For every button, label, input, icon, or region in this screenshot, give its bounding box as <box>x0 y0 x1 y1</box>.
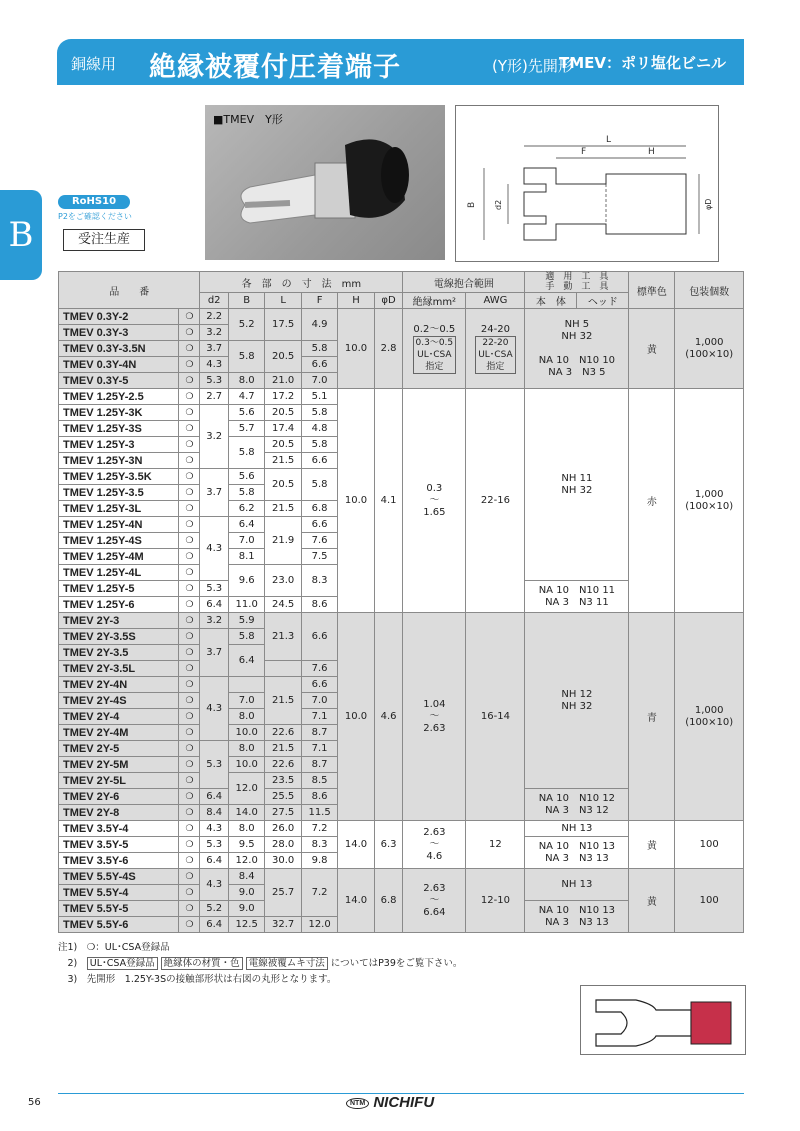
table-cell <box>265 661 301 677</box>
table-cell: 23.5 <box>265 773 301 789</box>
table-cell: 28.0 <box>265 837 301 853</box>
table-cell: 2.2 <box>200 309 229 325</box>
table-cell: 17.4 <box>265 421 301 437</box>
table-cell: TMEV 5.5Y-5 <box>59 901 179 917</box>
table-cell: 6.6 <box>301 677 337 693</box>
table-cell: 3.7 <box>200 629 229 677</box>
table-cell: ❍ <box>179 693 200 709</box>
col-F: F <box>301 293 337 309</box>
col-d2: d2 <box>200 293 229 309</box>
table-cell: 10.0 <box>338 389 374 613</box>
table-cell: 8.0 <box>228 373 264 389</box>
dim-phiD: φD <box>704 198 713 210</box>
table-cell: 4.3 <box>200 821 229 837</box>
table-cell: 21.5 <box>265 677 301 725</box>
table-cell: 20.5 <box>265 405 301 421</box>
table-cell: 1,000 (100×10) <box>675 389 744 613</box>
table-cell: 16-14 <box>466 613 525 821</box>
table-cell: ❍ <box>179 789 200 805</box>
table-cell: ❍ <box>179 741 200 757</box>
table-cell: 8.5 <box>301 773 337 789</box>
table-cell: 21.3 <box>265 613 301 661</box>
header-pack: 包装個数 <box>675 272 744 309</box>
table-cell: 5.1 <box>301 389 337 405</box>
table-cell: 6.4 <box>228 517 264 533</box>
table-cell: 10.0 <box>338 309 374 389</box>
table-cell: TMEV 1.25Y-3 <box>59 437 179 453</box>
table-cell: ❍ <box>179 341 200 357</box>
table-cell: ❍ <box>179 917 200 933</box>
table-cell: ❍ <box>179 325 200 341</box>
rohs-note: P2をご確認ください <box>58 212 132 221</box>
table-cell: 5.8 <box>301 405 337 421</box>
col-mm2: 絶縁mm² <box>403 293 466 309</box>
table-cell: 4.1 <box>374 389 403 613</box>
page-header <box>57 39 744 85</box>
table-cell: 6.4 <box>200 597 229 613</box>
table-cell: TMEV 5.5Y-4S <box>59 869 179 885</box>
table-cell: 3.2 <box>200 405 229 469</box>
table-cell: TMEV 2Y-4N <box>59 677 179 693</box>
table-cell: ❍ <box>179 309 200 325</box>
table-cell: 14.0 <box>338 821 374 869</box>
table-cell: 7.2 <box>301 869 337 917</box>
table-cell: 6.6 <box>301 357 337 373</box>
table-cell: NH 13 <box>525 821 629 837</box>
dim-F: F <box>581 147 587 157</box>
table-cell: 22.6 <box>265 757 301 773</box>
table-cell: TMEV 1.25Y-3K <box>59 405 179 421</box>
spec-table <box>58 271 744 933</box>
table-cell: 21.9 <box>265 517 301 565</box>
table-cell: 4.3 <box>200 677 229 741</box>
table-cell: 5.9 <box>228 613 264 629</box>
terminal-photo-illustration <box>205 105 445 260</box>
table-cell: 赤 <box>629 389 675 613</box>
header-material: TMEV：ポリ塩化ビニル <box>558 54 726 72</box>
table-cell: 5.8 <box>228 485 264 501</box>
brand-logo: NTM NICHIFU <box>346 1094 434 1111</box>
note-1: 注1) ❍：UL･CSA登録品 <box>58 942 170 953</box>
table-cell: ❍ <box>179 805 200 821</box>
table-cell: 14.0 <box>338 869 374 933</box>
header-type: (Y形)先開形 <box>492 57 573 75</box>
table-cell: TMEV 0.3Y-3 <box>59 325 179 341</box>
table-cell: TMEV 0.3Y-4N <box>59 357 179 373</box>
table-cell: 22.6 <box>265 725 301 741</box>
note-3: 3) 先開形 1.25Y-3Sの接触部形状は右図の丸形となります。 <box>67 974 337 985</box>
table-cell: 2.8 <box>374 309 403 389</box>
table-cell: 21.5 <box>265 453 301 469</box>
table-cell: 7.6 <box>301 661 337 677</box>
table-cell: 21.5 <box>265 501 301 517</box>
table-cell: TMEV 1.25Y-3N <box>59 453 179 469</box>
table-cell: 8.7 <box>301 757 337 773</box>
table-cell: 8.0 <box>228 709 264 725</box>
table-cell: ❍ <box>179 421 200 437</box>
table-cell: 5.7 <box>228 421 264 437</box>
page-number: 56 <box>28 1097 41 1108</box>
table-cell: ❍ <box>179 709 200 725</box>
col-body: 本 体 <box>525 293 577 309</box>
table-cell: ❍ <box>179 565 200 581</box>
table-cell: 6.4 <box>200 789 229 805</box>
table-cell: 7.6 <box>301 533 337 549</box>
col-head: ヘッド <box>577 293 629 309</box>
table-cell: TMEV 2Y-5 <box>59 741 179 757</box>
table-cell: 12 <box>466 821 525 869</box>
col-awg: AWG <box>466 293 525 309</box>
note-2: 2) UL･CSA登録品 絶縁体の材質・色 電線被覆ムキ寸法 についてはP39をご覧下さい。 <box>67 958 463 969</box>
table-cell: ❍ <box>179 469 200 485</box>
table-cell: 8.0 <box>228 821 264 837</box>
table-cell: 0.2〜0.5 0.3〜0.5 UL･CSA 指定 <box>403 309 466 389</box>
table-cell: TMEV 2Y-4M <box>59 725 179 741</box>
table-cell: 8.0 <box>228 741 264 757</box>
table-cell: 4.3 <box>200 517 229 581</box>
table-cell: 7.1 <box>301 709 337 725</box>
table-cell: TMEV 0.3Y-2 <box>59 309 179 325</box>
table-cell: 30.0 <box>265 853 301 869</box>
table-cell: TMEV 2Y-5L <box>59 773 179 789</box>
table-cell: 17.2 <box>265 389 301 405</box>
table-cell: 8.4 <box>200 805 229 821</box>
table-cell: 0.3 〜 1.65 <box>403 389 466 613</box>
table-cell: ❍ <box>179 549 200 565</box>
table-cell: NH 12 NH 32 <box>525 613 629 789</box>
table-cell: 5.8 <box>301 469 337 501</box>
table-cell: 1,000 (100×10) <box>675 613 744 821</box>
table-cell: 黄 <box>629 309 675 389</box>
table-cell: 7.5 <box>301 549 337 565</box>
table-cell: 8.1 <box>228 549 264 565</box>
table-cell: 12.0 <box>228 853 264 869</box>
header-title: 絶縁被覆付圧着端子 <box>149 52 401 83</box>
table-cell: 12.0 <box>228 773 264 805</box>
table-cell: 10.0 <box>228 725 264 741</box>
table-cell: 7.1 <box>301 741 337 757</box>
table-cell: 8.3 <box>301 565 337 597</box>
table-cell: 8.6 <box>301 789 337 805</box>
table-cell: 100 <box>675 869 744 933</box>
table-cell: 4.3 <box>200 869 229 901</box>
table-cell: ❍ <box>179 501 200 517</box>
table-cell: 100 <box>675 821 744 869</box>
table-cell: 25.7 <box>265 869 301 917</box>
table-row <box>59 821 744 837</box>
table-cell: ❍ <box>179 901 200 917</box>
table-cell: ❍ <box>179 453 200 469</box>
table-cell: 6.4 <box>200 853 229 869</box>
table-cell: 20.5 <box>265 341 301 373</box>
col-D: φD <box>374 293 403 309</box>
table-cell: TMEV 0.3Y-3.5N <box>59 341 179 357</box>
table-cell: 2.63 〜 4.6 <box>403 821 466 869</box>
table-cell: ❍ <box>179 725 200 741</box>
table-cell: TMEV 1.25Y-3.5K <box>59 469 179 485</box>
header-sub: 銅線用 <box>71 55 117 73</box>
table-cell: 11.5 <box>301 805 337 821</box>
table-cell: 4.7 <box>228 389 264 405</box>
table-cell: ❍ <box>179 837 200 853</box>
table-cell: TMEV 2Y-3 <box>59 613 179 629</box>
table-cell: ❍ <box>179 373 200 389</box>
table-cell: 7.0 <box>228 693 264 709</box>
table-cell: 7.0 <box>228 533 264 549</box>
table-cell: ❍ <box>179 629 200 645</box>
table-cell: TMEV 3.5Y-5 <box>59 837 179 853</box>
dimension-drawing <box>455 105 719 262</box>
table-cell: 11.0 <box>228 597 264 613</box>
table-cell: 32.7 <box>265 917 301 933</box>
table-cell: TMEV 1.25Y-5 <box>59 581 179 597</box>
table-cell: 9.0 <box>228 901 264 917</box>
header-dims: 各 部 の 寸 法 mm <box>200 272 403 293</box>
table-cell: TMEV 3.5Y-4 <box>59 821 179 837</box>
table-cell: 21.0 <box>265 373 301 389</box>
photo-caption: ■TMEV Y形 <box>213 113 283 126</box>
table-cell: 24.5 <box>265 597 301 613</box>
table-cell: 1.04 〜 2.63 <box>403 613 466 821</box>
table-cell: 5.6 <box>228 405 264 421</box>
table-cell: 6.6 <box>301 453 337 469</box>
table-cell: 12.5 <box>228 917 264 933</box>
header-range: 電線抱合範囲 <box>403 272 525 293</box>
table-row <box>59 309 744 325</box>
table-cell: 6.8 <box>374 869 403 933</box>
table-cell: 6.2 <box>228 501 264 517</box>
table-cell: 20.5 <box>265 469 301 501</box>
table-cell: TMEV 2Y-3.5L <box>59 661 179 677</box>
table-cell: ❍ <box>179 645 200 661</box>
table-cell: 5.3 <box>200 373 229 389</box>
table-cell: 4.8 <box>301 421 337 437</box>
dim-L: L <box>606 135 612 145</box>
table-cell: NH 11 NH 32 <box>525 389 629 581</box>
table-cell: ❍ <box>179 677 200 693</box>
table-cell: 17.5 <box>265 309 301 341</box>
table-row <box>59 613 744 629</box>
table-cell: ❍ <box>179 613 200 629</box>
table-cell: 22-16 <box>466 389 525 613</box>
table-cell: TMEV 2Y-3.5S <box>59 629 179 645</box>
table-cell: ❍ <box>179 869 200 885</box>
table-cell: ❍ <box>179 757 200 773</box>
table-cell: 6.8 <box>301 501 337 517</box>
table-cell: 4.3 <box>200 357 229 373</box>
table-cell: 4.6 <box>374 613 403 821</box>
table-cell: 23.0 <box>265 565 301 597</box>
table-cell: 9.5 <box>228 837 264 853</box>
table-cell: TMEV 1.25Y-3L <box>59 501 179 517</box>
table-cell: ❍ <box>179 853 200 869</box>
table-cell: NH 5 NH 32 NA 10 N10 10 NA 3 N3 5 <box>525 309 629 389</box>
table-cell: ❍ <box>179 597 200 613</box>
table-cell: 5.8 <box>228 629 264 645</box>
table-cell: TMEV 5.5Y-4 <box>59 885 179 901</box>
table-cell: TMEV 3.5Y-6 <box>59 853 179 869</box>
table-cell: ❍ <box>179 485 200 501</box>
table-cell: 27.5 <box>265 805 301 821</box>
table-cell: 25.5 <box>265 789 301 805</box>
table-cell: NA 10 N10 11 NA 3 N3 11 <box>525 581 629 613</box>
table-cell: 3.7 <box>200 469 229 517</box>
table-cell: 5.2 <box>200 901 229 917</box>
table-cell: 12.0 <box>301 917 337 933</box>
table-cell: 5.3 <box>200 581 229 597</box>
made-to-order-label: 受注生産 <box>63 229 145 251</box>
header-tools: 適 用 工 具 手 動 工 具 <box>525 272 629 293</box>
table-cell: ❍ <box>179 885 200 901</box>
notes <box>58 940 462 988</box>
table-cell: ❍ <box>179 581 200 597</box>
table-cell: TMEV 2Y-4 <box>59 709 179 725</box>
table-cell: 5.8 <box>228 341 264 373</box>
section-tab[interactable]: B <box>0 190 42 280</box>
table-cell: TMEV 1.25Y-4M <box>59 549 179 565</box>
table-cell: 4.9 <box>301 309 337 341</box>
table-cell: NH 13 <box>525 869 629 901</box>
table-cell: NA 10 N10 13 NA 3 N3 13 <box>525 901 629 933</box>
table-cell: 24-20 22-20 UL･CSA 指定 <box>466 309 525 389</box>
table-cell: 黄 <box>629 821 675 869</box>
round-contact-figure <box>580 985 746 1055</box>
table-cell: 20.5 <box>265 437 301 453</box>
product-photo <box>205 105 445 260</box>
table-cell: 黄 <box>629 869 675 933</box>
dim-B: B <box>467 201 477 208</box>
table-cell: TMEV 2Y-5M <box>59 757 179 773</box>
terminal-dimension-drawing <box>456 106 718 261</box>
table-cell: 5.3 <box>200 741 229 789</box>
table-cell: TMEV 1.25Y-6 <box>59 597 179 613</box>
table-cell: TMEV 2Y-6 <box>59 789 179 805</box>
table-cell: TMEV 0.3Y-5 <box>59 373 179 389</box>
table-cell: TMEV 1.25Y-4N <box>59 517 179 533</box>
table-cell: 8.4 <box>228 869 264 885</box>
table-cell: TMEV 1.25Y-3.5 <box>59 485 179 501</box>
table-cell: 12-10 <box>466 869 525 933</box>
table-cell: TMEV 2Y-3.5 <box>59 645 179 661</box>
rohs-badge: RoHS10 <box>58 195 130 209</box>
col-B: B <box>228 293 264 309</box>
table-cell: ❍ <box>179 405 200 421</box>
dim-d2: d2 <box>494 199 503 210</box>
table-cell: NA 10 N10 13 NA 3 N3 13 <box>525 837 629 869</box>
table-cell: 5.8 <box>301 341 337 357</box>
table-cell: ❍ <box>179 517 200 533</box>
table-cell: 3.7 <box>200 341 229 357</box>
table-cell: 6.6 <box>301 517 337 533</box>
table-cell: 10.0 <box>228 757 264 773</box>
table-cell: 青 <box>629 613 675 821</box>
table-cell: 5.2 <box>228 309 264 341</box>
table-row <box>59 869 744 885</box>
table-cell: 7.2 <box>301 821 337 837</box>
table-cell: ❍ <box>179 437 200 453</box>
table-cell: 5.3 <box>200 837 229 853</box>
table-cell: TMEV 5.5Y-6 <box>59 917 179 933</box>
table-cell: 2.63 〜 6.64 <box>403 869 466 933</box>
table-cell: 14.0 <box>228 805 264 821</box>
table-cell: TMEV 1.25Y-4L <box>59 565 179 581</box>
table-cell: TMEV 1.25Y-3S <box>59 421 179 437</box>
table-cell: 10.0 <box>338 613 374 821</box>
table-cell: 8.3 <box>301 837 337 853</box>
round-terminal-illustration <box>581 986 745 1054</box>
table-cell: TMEV 1.25Y-4S <box>59 533 179 549</box>
table-cell: 6.6 <box>301 613 337 661</box>
table-cell: 5.8 <box>228 437 264 469</box>
table-cell: TMEV 2Y-8 <box>59 805 179 821</box>
header-name: 品 番 <box>59 272 200 309</box>
table-cell: 8.7 <box>301 725 337 741</box>
table-cell: 6.3 <box>374 821 403 869</box>
table-cell: ❍ <box>179 389 200 405</box>
table-cell: 6.4 <box>228 645 264 677</box>
table-cell: 6.4 <box>200 917 229 933</box>
table-cell: TMEV 2Y-4S <box>59 693 179 709</box>
table-cell: 2.7 <box>200 389 229 405</box>
table-cell: 9.6 <box>228 565 264 597</box>
table-cell: ❍ <box>179 773 200 789</box>
table-cell: 7.0 <box>301 373 337 389</box>
table-cell: 1,000 (100×10) <box>675 309 744 389</box>
table-cell <box>228 677 264 693</box>
table-cell: 9.0 <box>228 885 264 901</box>
table-cell: 26.0 <box>265 821 301 837</box>
table-cell: 5.6 <box>228 469 264 485</box>
table-cell: ❍ <box>179 661 200 677</box>
table-cell: 7.0 <box>301 693 337 709</box>
table-cell: 21.5 <box>265 741 301 757</box>
table-cell: ❍ <box>179 533 200 549</box>
table-cell: ❍ <box>179 357 200 373</box>
dim-H: H <box>648 147 655 157</box>
table-cell: 5.8 <box>301 437 337 453</box>
table-cell: 3.2 <box>200 325 229 341</box>
table-cell: 9.8 <box>301 853 337 869</box>
table-cell: ❍ <box>179 821 200 837</box>
table-cell: 8.6 <box>301 597 337 613</box>
col-L: L <box>265 293 301 309</box>
col-H: H <box>338 293 374 309</box>
table-row <box>59 389 744 405</box>
table-cell: 3.2 <box>200 613 229 629</box>
header-color: 標準色 <box>629 272 675 309</box>
table-cell: TMEV 1.25Y-2.5 <box>59 389 179 405</box>
table-cell: NA 10 N10 12 NA 3 N3 12 <box>525 789 629 821</box>
